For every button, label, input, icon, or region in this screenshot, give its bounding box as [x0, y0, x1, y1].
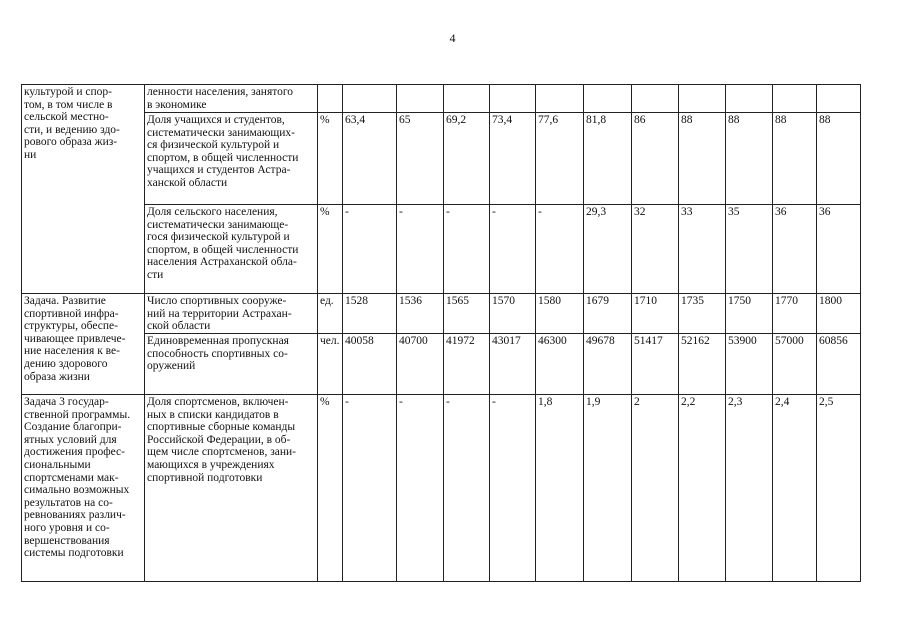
value-cell: 88: [726, 113, 773, 205]
value-cell: 1,9: [584, 395, 632, 582]
value-cell: 1770: [773, 294, 817, 334]
value-cell: -: [536, 205, 584, 294]
value-cell: 81,8: [584, 113, 632, 205]
value-cell: -: [343, 205, 397, 294]
value-cell: 1750: [726, 294, 773, 334]
value-cell: -: [444, 395, 490, 582]
value-cell: 40700: [397, 334, 444, 395]
indicator-cell: Доля сельского населения, систематически занимающе- гося физической культурой и спортом, в общей численности населения Астраханской обла- сти: [145, 205, 318, 294]
table-row: [22, 395, 905, 582]
value-cell: 1800: [817, 294, 861, 334]
task-cell: Задача. Развитие спортивной инфра- структуры, обеспе- чивающее привлече- ние населения к ве- дению здорового образа жизни: [22, 294, 145, 395]
value-cell: [632, 85, 679, 113]
task-cell: Задача 3 государ- ственной программы. Создание благопри- ятных условий для достижения профес- сиональными спортсменами мак- симально возможных результатов на со- ревнованиях различ- ного уровня и со- вершенствования системы подготовки: [22, 395, 145, 582]
value-cell: [773, 85, 817, 113]
value-cell: 77,6: [536, 113, 584, 205]
unit-cell: %: [318, 395, 343, 582]
table-row: [22, 294, 905, 334]
value-cell: 60856: [817, 334, 861, 395]
value-cell: 1,8: [536, 395, 584, 582]
value-cell: 1735: [679, 294, 726, 334]
value-cell: 1565: [444, 294, 490, 334]
unit-cell: [318, 85, 343, 113]
value-cell: [817, 85, 861, 113]
value-cell: -: [397, 205, 444, 294]
table-row: [22, 334, 905, 395]
value-cell: [397, 85, 444, 113]
value-cell: 65: [397, 113, 444, 205]
page-number: 4: [449, 31, 456, 45]
value-cell: 1580: [536, 294, 584, 334]
value-cell: [679, 85, 726, 113]
value-cell: 49678: [584, 334, 632, 395]
indicator-cell: Единовременная пропускная способность спортивных со- оружений: [145, 334, 318, 395]
value-cell: 88: [773, 113, 817, 205]
value-cell: 88: [817, 113, 861, 205]
unit-cell: %: [318, 205, 343, 294]
value-cell: 88: [679, 113, 726, 205]
task-cell: культурой и спор- том, в том числе в сельской местно- сти, и ведению здо- рового образа жиз- ни: [22, 85, 145, 294]
value-cell: 2,5: [817, 395, 861, 582]
value-cell: 1570: [490, 294, 536, 334]
value-cell: 36: [817, 205, 861, 294]
value-cell: [536, 85, 584, 113]
indicator-cell: Доля спортсменов, включен- ных в списки кандидатов в спортивные сборные команды Российской Федерации, в об- щем числе спортсменов, зани- мающихся в учреждениях спортивной подготовки: [145, 395, 318, 582]
value-cell: [444, 85, 490, 113]
value-cell: [726, 85, 773, 113]
value-cell: 1679: [584, 294, 632, 334]
value-cell: -: [343, 395, 397, 582]
value-cell: -: [397, 395, 444, 582]
value-cell: [584, 85, 632, 113]
value-cell: 36: [773, 205, 817, 294]
value-cell: 51417: [632, 334, 679, 395]
value-cell: 33: [679, 205, 726, 294]
value-cell: [343, 85, 397, 113]
indicators-table: [21, 84, 905, 582]
value-cell: -: [444, 205, 490, 294]
value-cell: 2,3: [726, 395, 773, 582]
indicator-cell: Число спортивных сооруже- ний на территории Астрахан- ской области: [145, 294, 318, 334]
value-cell: 2: [632, 395, 679, 582]
value-cell: 73,4: [490, 113, 536, 205]
value-cell: 2,2: [679, 395, 726, 582]
value-cell: 29,3: [584, 205, 632, 294]
indicator-cell: Доля учащихся и студентов, систематически занимающих- ся физической культурой и спортом, в общей численности учащихся и студентов Астра- ханской области: [145, 113, 318, 205]
unit-cell: ед.: [318, 294, 343, 334]
value-cell: -: [490, 395, 536, 582]
value-cell: 63,4: [343, 113, 397, 205]
value-cell: 32: [632, 205, 679, 294]
value-cell: 69,2: [444, 113, 490, 205]
table-row: [22, 113, 905, 205]
value-cell: 46300: [536, 334, 584, 395]
unit-cell: чел.: [318, 334, 343, 395]
value-cell: 1528: [343, 294, 397, 334]
value-cell: [490, 85, 536, 113]
value-cell: 35: [726, 205, 773, 294]
value-cell: 53900: [726, 334, 773, 395]
value-cell: 57000: [773, 334, 817, 395]
value-cell: 1710: [632, 294, 679, 334]
indicator-cell: ленности населения, занятого в экономике: [145, 85, 318, 113]
table-row: [22, 85, 905, 113]
value-cell: -: [490, 205, 536, 294]
value-cell: 1536: [397, 294, 444, 334]
value-cell: 40058: [343, 334, 397, 395]
value-cell: 41972: [444, 334, 490, 395]
table-row: [22, 205, 905, 294]
value-cell: 52162: [679, 334, 726, 395]
value-cell: 2,4: [773, 395, 817, 582]
value-cell: 86: [632, 113, 679, 205]
unit-cell: %: [318, 113, 343, 205]
value-cell: 43017: [490, 334, 536, 395]
